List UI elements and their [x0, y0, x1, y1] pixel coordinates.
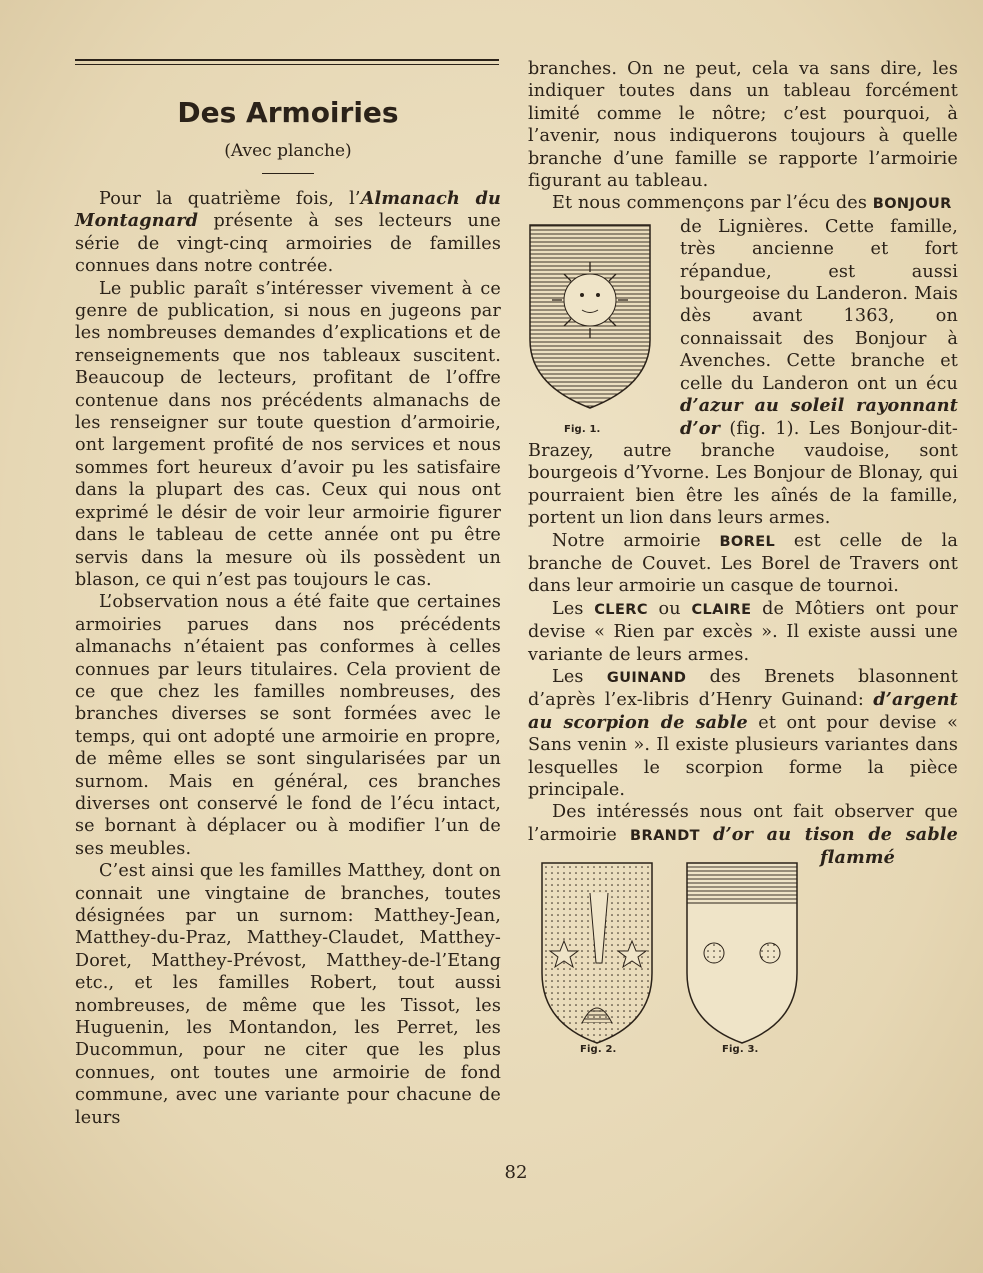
paragraph: Les GUINAND des Brenets blasonnent d’après l’ex-libris d’Henry Guinand: d’argent au scorpion de sable et ont pour devise « Sans venin ». Il existe plusieurs variantes dans lesquelles le scorpion forme la pièce principale.	[528, 666, 958, 800]
top-rule	[75, 59, 499, 65]
brandt-paragraph: Des intéressés nous ont fait observer que l’armoirie BRANDT Fig. 2. Fig. 3. d’or au tison de sable flammé	[528, 801, 958, 869]
paragraph: branches. On ne peut, cela va sans dire, les indiquer toutes dans un tableau forcément limité comme le nôtre; c’est pourquoi, à l’avenir, nous indiquerons toujours à quelle branche d’une famille se rapporte l’armoirie figurant au tableau.	[528, 59, 958, 192]
paragraph: Les CLERC ou CLAIRE de Môtiers ont pour devise « Rien par excès ». Il existe aussi une variante de leurs armes.	[528, 598, 958, 665]
paragraph: C’est ainsi que les familles Matthey, dont on connait une vingtaine de branches, toutes désignées par un surnom: Matthey-Jean, Matthey-du-Praz, Matthey-Claudet, Matthey-Doret, Matthey-Prévost, Matthey-de-l’Etang etc., et les familles Robert, tout aussi nombreuses, de même que les Tissot, les Huguenin, les Montandon, les Perret, les Ducommun, pour ne citer que les plus connues, ont toutes une armoirie de fond commune, avec une variante pour chacune de leurs	[75, 861, 501, 1128]
figure-2-caption: Fig. 2.	[580, 1044, 617, 1056]
right-column	[528, 58, 958, 1081]
paragraph-text: de Lignières. Cette famille, très ancienne et fort répandue, est aussi bourgeoise du Landeron. Mais dès avant 1363, on connaissait des Bonjour à Avenches. Cette branche et celle du Landeron ont un écu d’azur au soleil rayonnant d’or (fig. 1). Les Bonjour-dit-Brazey, autre branche vaudoise, sont bourgeois d’Yvorne. Les Bonjour de Blonay, qui pourraient bien être les aînés de la famille, portent un lion dans leurs armes.	[528, 216, 958, 529]
paragraph: Et nous commençons par l’écu des BONJOUR	[552, 193, 952, 214]
figure-1-caption: Fig. 1.	[564, 423, 601, 435]
left-column	[75, 188, 501, 1129]
bonjour-paragraph-body	[528, 216, 958, 530]
paragraph: Le public paraît s’intéresser vivement à ce genre de publication, si nous en jugeons par les nombreuses demandes d’explications et de renseignements que nos tableaux suscitent. Beaucoup de lecteurs, profitant de l’offre contenue dans nos précédents almanachs de les renseigner sur toute question d’armoirie, ont largement profité de nos services et nous sommes fort heureux d’avoir pu les satisfaire dans la plupart des cas. Ceux qui nous ont exprimé le désir de voir leur armoirie figurer dans le tableau de cette année ont pu être servis dans la mesure où ils possèdent un blason, ce qui n’est pas toujours le cas.	[75, 278, 501, 590]
title-divider	[262, 173, 314, 174]
paragraph: L’observation nous a été faite que certaines armoiries parues dans nos précédents almanachs n’étaient pas conformes à celles connues par leurs titulaires. Cela provient de ce que chez les familles nombreuses, des branches diverses se sont formées avec le temps, qui ont adopté une armoirie en propre, de même elles se sont singularisées par un surnom. Mais en général, ces branches diverses ont conservé le fond de l’écu intact, se bornant à déplacer ou à modifier l’un de ses meubles.	[75, 592, 501, 859]
article-subtitle: (Avec planche)	[224, 141, 352, 161]
paragraph: Notre armoirie BOREL est celle de la branche de Couvet. Les Borel de Travers ont dans leur armoirie un casque de tournoi.	[528, 530, 958, 597]
figure-1	[520, 220, 672, 436]
paragraph: Pour la quatrième fois, l’Almanach du Montagnard présente à ses lecteurs une série de vingt-cinq armoiries de familles connues dans notre contrée.	[75, 188, 501, 277]
figure-3-caption: Fig. 3.	[722, 1044, 759, 1056]
sun-shield-icon	[520, 220, 660, 410]
brandt-shields-icon	[532, 853, 802, 1053]
figures-2-3	[532, 853, 812, 1081]
article-title: Des Armoiries	[177, 96, 399, 129]
page-number: 82	[504, 1162, 528, 1183]
